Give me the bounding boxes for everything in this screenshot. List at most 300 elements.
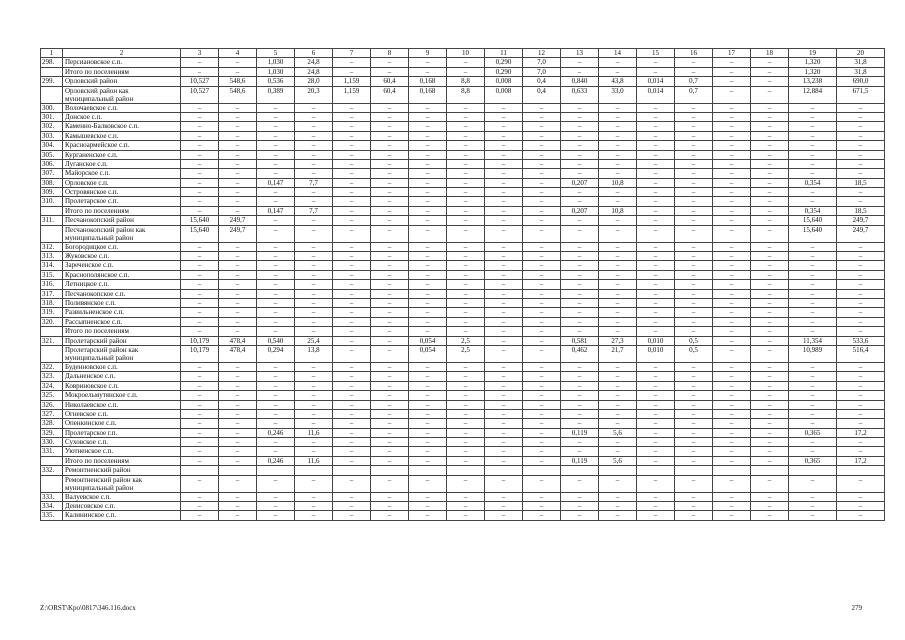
value-cell: – <box>523 419 561 428</box>
row-number: 331. <box>41 447 63 456</box>
value-cell: – <box>523 447 561 456</box>
value-cell: – <box>257 197 295 206</box>
value-cell: – <box>333 308 371 317</box>
value-cell: – <box>181 122 219 131</box>
value-cell: – <box>675 438 713 447</box>
value-cell: – <box>485 308 523 317</box>
value-cell: – <box>219 381 257 390</box>
value-cell: – <box>675 362 713 371</box>
row-name: Буденновское с.п. <box>63 362 181 371</box>
value-cell: – <box>523 475 561 492</box>
value-cell: 25,4 <box>295 336 333 345</box>
value-cell: 18,5 <box>837 178 885 187</box>
value-cell: – <box>219 391 257 400</box>
table-row <box>41 77 885 86</box>
value-cell: 0,840 <box>561 77 599 86</box>
value-cell: – <box>599 188 637 197</box>
row-name: Краснополянское с.п. <box>63 270 181 279</box>
value-cell: – <box>523 391 561 400</box>
value-cell: – <box>713 391 751 400</box>
value-cell: – <box>485 438 523 447</box>
value-cell: – <box>485 242 523 251</box>
value-cell: 15,640 <box>789 216 837 225</box>
value-cell: – <box>599 242 637 251</box>
value-cell: – <box>219 400 257 409</box>
value-cell: – <box>485 159 523 168</box>
value-cell: – <box>837 308 885 317</box>
value-cell: – <box>713 159 751 168</box>
value-cell: – <box>637 252 675 261</box>
value-cell: – <box>637 447 675 456</box>
value-cell: – <box>409 502 447 511</box>
value-cell: – <box>599 252 637 261</box>
value-cell: 548,6 <box>219 77 257 86</box>
row-name: Итого по поселениям <box>63 67 181 76</box>
value-cell: 0,119 <box>561 428 599 437</box>
value-cell: – <box>751 188 789 197</box>
value-cell: – <box>219 197 257 206</box>
value-cell: – <box>485 327 523 336</box>
value-cell: – <box>333 159 371 168</box>
value-cell: – <box>219 261 257 270</box>
value-cell: – <box>837 492 885 501</box>
value-cell: – <box>789 169 837 178</box>
table-row <box>41 206 885 215</box>
row-name: Пролетарский район как муниципальный район <box>63 345 181 362</box>
value-cell: – <box>713 86 751 103</box>
value-cell: – <box>599 103 637 112</box>
row-number <box>41 86 63 103</box>
column-number: 7 <box>333 49 371 58</box>
value-cell: – <box>561 391 599 400</box>
value-cell: – <box>257 131 295 140</box>
value-cell: – <box>713 141 751 150</box>
value-cell: – <box>561 438 599 447</box>
value-cell <box>181 466 219 475</box>
value-cell: – <box>675 492 713 501</box>
value-cell: – <box>295 122 333 131</box>
value-cell: – <box>485 197 523 206</box>
value-cell: – <box>371 492 409 501</box>
value-cell: 0,7 <box>675 86 713 103</box>
value-cell: – <box>295 225 333 242</box>
value-cell: – <box>181 298 219 307</box>
value-cell: – <box>837 122 885 131</box>
value-cell: – <box>561 169 599 178</box>
value-cell: – <box>333 225 371 242</box>
table-row <box>41 86 885 103</box>
value-cell: – <box>181 381 219 390</box>
value-cell: – <box>181 159 219 168</box>
value-cell: – <box>485 252 523 261</box>
value-cell: – <box>713 242 751 251</box>
value-cell: – <box>333 131 371 140</box>
value-cell: – <box>675 475 713 492</box>
value-cell: 7,0 <box>523 67 561 76</box>
value-cell: – <box>447 298 485 307</box>
row-name: Донское с.п. <box>63 112 181 121</box>
value-cell: – <box>485 475 523 492</box>
value-cell: – <box>219 103 257 112</box>
value-cell: – <box>257 362 295 371</box>
value-cell: – <box>485 280 523 289</box>
value-cell: – <box>713 150 751 159</box>
value-cell: 0,168 <box>409 77 447 86</box>
value-cell: – <box>675 169 713 178</box>
value-cell: – <box>713 206 751 215</box>
value-cell: – <box>295 381 333 390</box>
value-cell: – <box>751 280 789 289</box>
value-cell: 7,7 <box>295 178 333 187</box>
value-cell: – <box>675 242 713 251</box>
row-name: Волочаевское с.п. <box>63 103 181 112</box>
row-number: 313. <box>41 252 63 261</box>
value-cell: – <box>713 131 751 140</box>
value-cell: – <box>181 289 219 298</box>
value-cell: – <box>485 289 523 298</box>
table-row <box>41 492 885 501</box>
value-cell: 0,010 <box>637 345 675 362</box>
value-cell: – <box>523 242 561 251</box>
value-cell: – <box>675 289 713 298</box>
value-cell: – <box>789 409 837 418</box>
value-cell <box>599 466 637 475</box>
column-number: 20 <box>837 49 885 58</box>
value-cell <box>561 466 599 475</box>
value-cell: – <box>599 475 637 492</box>
value-cell: – <box>333 438 371 447</box>
value-cell: – <box>523 400 561 409</box>
value-cell: – <box>837 270 885 279</box>
value-cell: – <box>447 131 485 140</box>
value-cell: – <box>371 511 409 520</box>
value-cell: 13,238 <box>789 77 837 86</box>
value-cell: – <box>523 317 561 326</box>
value-cell: – <box>333 141 371 150</box>
value-cell: 17,2 <box>837 456 885 465</box>
value-cell: – <box>295 103 333 112</box>
table-row <box>41 261 885 270</box>
value-cell: – <box>599 216 637 225</box>
value-cell: 0,008 <box>485 86 523 103</box>
row-number: 330. <box>41 438 63 447</box>
value-cell: – <box>295 317 333 326</box>
value-cell: – <box>713 362 751 371</box>
value-cell: – <box>561 511 599 520</box>
value-cell: – <box>675 391 713 400</box>
value-cell: – <box>523 345 561 362</box>
value-cell: – <box>751 131 789 140</box>
value-cell: – <box>447 447 485 456</box>
value-cell: – <box>675 216 713 225</box>
value-cell: 0,581 <box>561 336 599 345</box>
value-cell <box>675 466 713 475</box>
value-cell: – <box>751 456 789 465</box>
value-cell: – <box>257 327 295 336</box>
row-number: 323. <box>41 372 63 381</box>
table-row <box>41 400 885 409</box>
value-cell: – <box>599 122 637 131</box>
value-cell: – <box>751 206 789 215</box>
value-cell: – <box>181 103 219 112</box>
value-cell: – <box>751 372 789 381</box>
value-cell: – <box>837 141 885 150</box>
value-cell: 5,6 <box>599 428 637 437</box>
value-cell: – <box>751 159 789 168</box>
value-cell: – <box>409 169 447 178</box>
value-cell: – <box>713 345 751 362</box>
row-name: Суховское с.п. <box>63 438 181 447</box>
value-cell: – <box>447 141 485 150</box>
value-cell: – <box>257 169 295 178</box>
row-name: Летницкое с.п. <box>63 280 181 289</box>
value-cell: – <box>789 327 837 336</box>
value-cell: – <box>675 502 713 511</box>
value-cell: – <box>181 362 219 371</box>
value-cell: – <box>523 381 561 390</box>
column-number: 6 <box>295 49 333 58</box>
row-name: Жуковское с.п. <box>63 252 181 261</box>
value-cell: – <box>485 141 523 150</box>
value-cell: – <box>561 298 599 307</box>
value-cell: – <box>751 103 789 112</box>
value-cell: – <box>789 103 837 112</box>
value-cell: – <box>485 298 523 307</box>
table-row <box>41 362 885 371</box>
value-cell: – <box>751 67 789 76</box>
value-cell: – <box>561 308 599 317</box>
value-cell: – <box>485 456 523 465</box>
value-cell: – <box>599 131 637 140</box>
value-cell: – <box>409 298 447 307</box>
row-name: Островянское с.п. <box>63 188 181 197</box>
value-cell: – <box>713 261 751 270</box>
value-cell: – <box>219 122 257 131</box>
value-cell: – <box>447 188 485 197</box>
value-cell: – <box>561 381 599 390</box>
value-cell: – <box>599 298 637 307</box>
value-cell: – <box>485 225 523 242</box>
value-cell: – <box>409 58 447 67</box>
value-cell: – <box>181 308 219 317</box>
value-cell: 0,365 <box>789 456 837 465</box>
row-number: 314. <box>41 261 63 270</box>
value-cell: – <box>713 381 751 390</box>
value-cell: – <box>219 475 257 492</box>
value-cell: – <box>371 317 409 326</box>
value-cell: – <box>837 447 885 456</box>
value-cell: – <box>837 327 885 336</box>
value-cell: – <box>523 178 561 187</box>
value-cell: – <box>409 438 447 447</box>
value-cell: – <box>713 103 751 112</box>
value-cell: – <box>219 252 257 261</box>
value-cell: – <box>219 67 257 76</box>
value-cell: – <box>713 492 751 501</box>
row-name: Денисовское с.п. <box>63 502 181 511</box>
value-cell: – <box>751 317 789 326</box>
value-cell: 10,527 <box>181 86 219 103</box>
value-cell: – <box>713 67 751 76</box>
value-cell: – <box>371 308 409 317</box>
value-cell: – <box>371 409 409 418</box>
value-cell: – <box>447 206 485 215</box>
row-name: Поливянское с.п. <box>63 298 181 307</box>
value-cell: – <box>637 103 675 112</box>
value-cell: – <box>713 252 751 261</box>
value-cell: – <box>219 58 257 67</box>
value-cell: – <box>751 428 789 437</box>
value-cell: – <box>561 289 599 298</box>
row-number: 328. <box>41 419 63 428</box>
value-cell: – <box>637 372 675 381</box>
value-cell: – <box>675 317 713 326</box>
value-cell: – <box>751 447 789 456</box>
value-cell: – <box>219 317 257 326</box>
value-cell: – <box>751 197 789 206</box>
value-cell: – <box>561 242 599 251</box>
value-cell: – <box>637 280 675 289</box>
row-name: Курганенское с.п. <box>63 150 181 159</box>
value-cell: – <box>637 197 675 206</box>
value-cell: – <box>713 336 751 345</box>
value-cell: – <box>447 419 485 428</box>
value-cell: – <box>523 225 561 242</box>
value-cell: – <box>333 280 371 289</box>
value-cell: – <box>713 419 751 428</box>
value-cell: – <box>837 502 885 511</box>
value-cell: – <box>181 178 219 187</box>
value-cell: – <box>599 502 637 511</box>
value-cell: – <box>485 270 523 279</box>
value-cell: – <box>409 141 447 150</box>
value-cell: 60,4 <box>371 77 409 86</box>
value-cell: – <box>447 252 485 261</box>
value-cell: – <box>219 289 257 298</box>
value-cell: 18,5 <box>837 206 885 215</box>
value-cell: – <box>295 188 333 197</box>
row-name: Дальненское с.п. <box>63 372 181 381</box>
value-cell: – <box>561 58 599 67</box>
value-cell: – <box>295 242 333 251</box>
column-number: 2 <box>63 49 181 58</box>
value-cell: – <box>295 298 333 307</box>
value-cell: 516,4 <box>837 345 885 362</box>
value-cell: – <box>409 492 447 501</box>
value-cell: – <box>713 225 751 242</box>
value-cell: – <box>409 67 447 76</box>
data-table-container <box>40 48 869 521</box>
value-cell: 31,8 <box>837 58 885 67</box>
value-cell: – <box>713 438 751 447</box>
value-cell: – <box>447 216 485 225</box>
value-cell: – <box>789 150 837 159</box>
value-cell: – <box>257 141 295 150</box>
value-cell: – <box>751 289 789 298</box>
value-cell: – <box>219 159 257 168</box>
value-cell: – <box>181 372 219 381</box>
value-cell: – <box>333 391 371 400</box>
value-cell: – <box>561 317 599 326</box>
value-cell: – <box>523 122 561 131</box>
value-cell: – <box>523 298 561 307</box>
value-cell: – <box>561 159 599 168</box>
value-cell: – <box>371 178 409 187</box>
value-cell: – <box>713 188 751 197</box>
value-cell: – <box>751 112 789 121</box>
value-cell: – <box>599 438 637 447</box>
value-cell: 0,4 <box>523 86 561 103</box>
value-cell: – <box>333 150 371 159</box>
value-cell: – <box>257 400 295 409</box>
value-cell: – <box>257 438 295 447</box>
value-cell: – <box>257 150 295 159</box>
value-cell: – <box>751 150 789 159</box>
value-cell: – <box>371 141 409 150</box>
value-cell: – <box>637 511 675 520</box>
table-row <box>41 336 885 345</box>
value-cell: – <box>713 327 751 336</box>
value-cell: – <box>333 169 371 178</box>
value-cell: – <box>637 188 675 197</box>
value-cell: 24,8 <box>295 58 333 67</box>
row-number <box>41 225 63 242</box>
value-cell: – <box>523 131 561 140</box>
value-cell: – <box>751 400 789 409</box>
value-cell: 0,633 <box>561 86 599 103</box>
value-cell: – <box>837 252 885 261</box>
value-cell: – <box>713 372 751 381</box>
value-cell: – <box>447 400 485 409</box>
value-cell: 0,119 <box>561 456 599 465</box>
value-cell: 10,8 <box>599 206 637 215</box>
table-row <box>41 216 885 225</box>
row-number: 316. <box>41 280 63 289</box>
value-cell: 0,147 <box>257 206 295 215</box>
value-cell: – <box>675 409 713 418</box>
value-cell: – <box>371 188 409 197</box>
value-cell: – <box>675 141 713 150</box>
value-cell: – <box>789 492 837 501</box>
value-cell: – <box>333 261 371 270</box>
value-cell: – <box>447 289 485 298</box>
value-cell: 249,7 <box>837 225 885 242</box>
column-number: 10 <box>447 49 485 58</box>
value-cell: – <box>333 112 371 121</box>
value-cell: – <box>219 178 257 187</box>
value-cell: – <box>675 58 713 67</box>
value-cell: – <box>523 280 561 289</box>
value-cell: – <box>257 188 295 197</box>
value-cell: – <box>257 216 295 225</box>
value-cell: – <box>333 419 371 428</box>
row-number: 300. <box>41 103 63 112</box>
value-cell: 17,2 <box>837 428 885 437</box>
value-cell: – <box>257 511 295 520</box>
row-name: Орловский район <box>63 77 181 86</box>
value-cell: – <box>637 242 675 251</box>
value-cell: – <box>219 511 257 520</box>
value-cell: 7,7 <box>295 206 333 215</box>
value-cell: – <box>789 131 837 140</box>
value-cell: – <box>599 289 637 298</box>
value-cell: – <box>637 112 675 121</box>
value-cell: – <box>333 511 371 520</box>
value-cell: – <box>713 122 751 131</box>
row-number: 320. <box>41 317 63 326</box>
value-cell: – <box>675 261 713 270</box>
value-cell: – <box>409 419 447 428</box>
